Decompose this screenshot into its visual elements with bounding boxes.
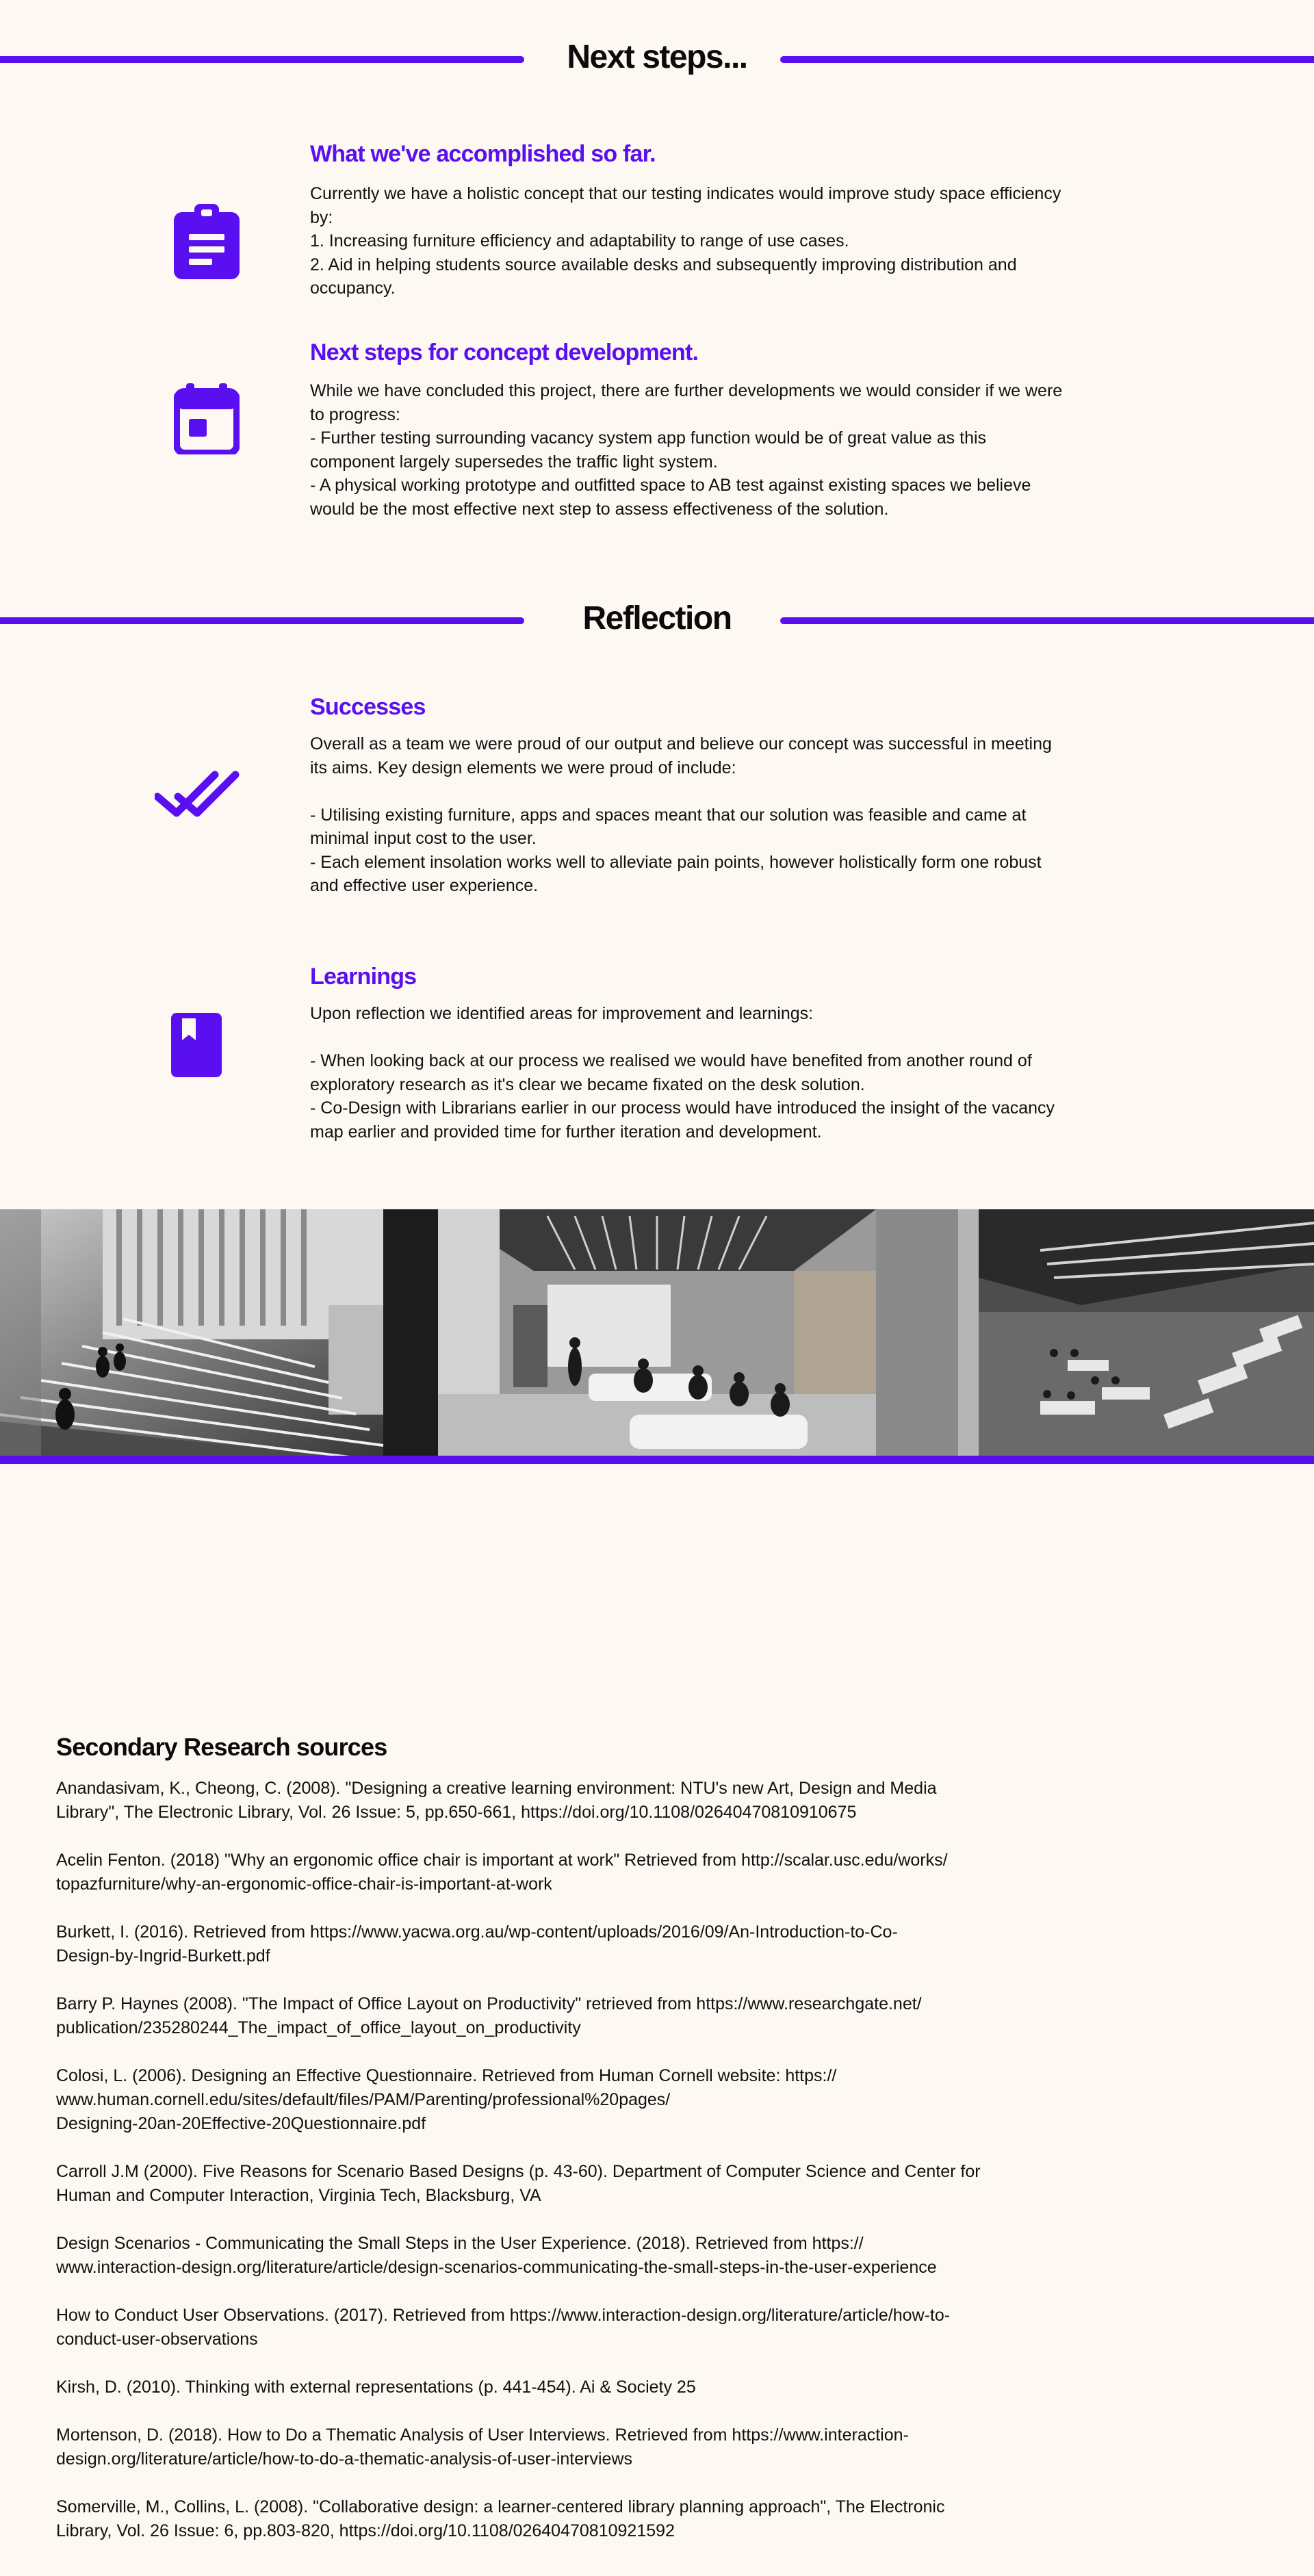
reference-line: topazfurniture/why-an-ergonomic-office-chair-is-important-at-work bbox=[56, 1875, 552, 1894]
section-title: Reflection bbox=[582, 600, 732, 636]
divider-line-left bbox=[0, 617, 524, 624]
reference-line: How to Conduct User Observations. (2017). Retrieved from https://www.interaction-design.org/literature/article/how-to- bbox=[56, 2306, 951, 2325]
reference-line: Human and Computer Interaction, Virginia Tech, Blacksburg, VA bbox=[56, 2186, 541, 2205]
reference-line: Barry P. Haynes (2008). "The Impact of Office Layout on Productivity" retrieved from https://www.researchgate.net/ bbox=[56, 1994, 922, 2013]
divider-line-right bbox=[780, 56, 1314, 63]
reference-line: Kirsh, D. (2010). Thinking with external representations (p. 441-454). Ai & Society 25 bbox=[56, 2378, 696, 2397]
reference-line: Designing-20an-20Effective-20Questionnaire.pdf bbox=[56, 2114, 426, 2133]
bookmark-book-icon bbox=[171, 1013, 222, 1077]
reference-line: Somerville, M., Collins, L. (2008). "Collaborative design: a learner-centered library planning approach", The Electronic bbox=[56, 2497, 945, 2516]
reference-item bbox=[56, 1849, 1069, 1896]
body-line: 2. Aid in helping students source available desks and subsequently improving distribution and bbox=[310, 255, 1017, 274]
body-line: its aims. Key design elements we were proud of include: bbox=[310, 758, 736, 777]
outdoor-steps-photo bbox=[0, 1209, 438, 1461]
body-line: - Utilising existing furniture, apps and spaces meant that our solution was feasible and came at bbox=[310, 805, 1027, 825]
reference-item bbox=[56, 2375, 1069, 2399]
reference-line: Library", The Electronic Library, Vol. 26 Issue: 5, pp.650-661, https://doi.org/10.1108/02640470810910675 bbox=[56, 1803, 857, 1822]
reference-line: Mortenson, D. (2018). How to Do a Thematic Analysis of User Interviews. Retrieved from https://www.interaction- bbox=[56, 2425, 909, 2445]
study-lounge-photo bbox=[438, 1209, 876, 1461]
next-steps-header bbox=[0, 31, 1314, 86]
body-line: 1. Increasing furniture efficiency and adaptability to range of use cases. bbox=[310, 231, 849, 250]
body-line: to progress: bbox=[310, 404, 401, 424]
reference-item bbox=[56, 2160, 1069, 2208]
body-line: Currently we have a holistic concept that our testing indicates would improve study space efficiency bbox=[310, 184, 1061, 203]
library-hall-photo bbox=[876, 1209, 1314, 1461]
reference-line: Carroll J.M (2000). Five Reasons for Scenario Based Designs (p. 43-60). Department of Computer Science and Center for bbox=[56, 2162, 981, 2181]
reference-line: Colosi, L. (2006). Designing an Effective Questionnaire. Retrieved from Human Cornell website: https:// bbox=[56, 2066, 837, 2085]
calendar-icon bbox=[174, 383, 240, 454]
body-line: Upon reflection we identified areas for improvement and learnings: bbox=[310, 1004, 814, 1023]
reference-item bbox=[56, 1777, 1069, 1825]
body-line: - Each element insolation works well to alleviate pain points, however holistically form one robust bbox=[310, 852, 1042, 872]
body-line: map earlier and provided time for further iteration and development. bbox=[310, 1122, 822, 1142]
learnings-title: Learnings bbox=[310, 964, 417, 990]
reference-item bbox=[56, 2232, 1069, 2280]
body-line: - A physical working prototype and outfitted space to AB test against existing spaces we believe bbox=[310, 476, 1031, 495]
concept-development-body bbox=[310, 379, 1111, 521]
body-line: would be the most effective next step to assess effectiveness of the solution. bbox=[310, 499, 889, 519]
reference-line: Anandasivam, K., Cheong, C. (2008). "Designing a creative learning environment: NTU's new Art, Design and Media bbox=[56, 1779, 937, 1798]
reference-item bbox=[56, 2064, 1069, 2136]
reference-item bbox=[56, 2304, 1069, 2352]
reference-item bbox=[56, 1992, 1069, 2040]
body-line: - When looking back at our process we realised we would have benefited from another round of bbox=[310, 1051, 1032, 1070]
body-line: by: bbox=[310, 207, 333, 227]
body-line: component largely supersedes the traffic light system. bbox=[310, 452, 718, 472]
reference-line: Acelin Fenton. (2018) "Why an ergonomic office chair is important at work" Retrieved from http://scalar.usc.edu/works/ bbox=[56, 1851, 948, 1870]
concept-development-title: Next steps for concept development. bbox=[310, 339, 699, 365]
reference-line: www.interaction-design.org/literature/article/design-scenarios-communicating-the-small-steps-in-the-user-experience bbox=[56, 2258, 937, 2277]
reference-item bbox=[56, 1920, 1069, 1968]
successes-body bbox=[310, 732, 1111, 898]
double-check-icon bbox=[155, 768, 240, 820]
clipboard-icon bbox=[174, 204, 240, 279]
divider-line-right bbox=[780, 617, 1314, 624]
reference-item bbox=[56, 2495, 1069, 2543]
body-line: - Further testing surrounding vacancy system app function would be of great value as this bbox=[310, 428, 987, 448]
body-line: - Co-Design with Librarians earlier in our process would have introduced the insight of the vacancy bbox=[310, 1098, 1055, 1118]
reference-line: publication/235280244_The_impact_of_office_layout_on_productivity bbox=[56, 2018, 581, 2037]
photo-strip bbox=[0, 1209, 1314, 1461]
body-line: exploratory research as it's clear we became fixated on the desk solution. bbox=[310, 1074, 865, 1094]
reference-line: www.human.cornell.edu/sites/default/files/PAM/Parenting/professional%20pages/ bbox=[56, 2090, 671, 2109]
body-line: and effective user experience. bbox=[310, 876, 539, 895]
divider-line-left bbox=[0, 56, 524, 63]
body-line: minimal input cost to the user. bbox=[310, 829, 537, 848]
body-line: Overall as a team we were proud of our output and believe our concept was successful in meeting bbox=[310, 734, 1052, 754]
references-list bbox=[56, 1777, 1069, 2567]
reference-line: Library, Vol. 26 Issue: 6, pp.803-820, https://doi.org/10.1108/02640470810921592 bbox=[56, 2521, 675, 2540]
accomplished-title: What we've accomplished so far. bbox=[310, 141, 656, 167]
accomplished-body bbox=[310, 182, 1111, 300]
photo-strip-accent-bar bbox=[0, 1456, 1314, 1464]
reference-line: design.org/literature/article/how-to-do-a-thematic-analysis-of-user-interviews bbox=[56, 2449, 632, 2469]
body-line: occupancy. bbox=[310, 279, 396, 298]
body-line: While we have concluded this project, there are further developments we would consider if we were bbox=[310, 381, 1063, 400]
successes-title: Successes bbox=[310, 694, 426, 720]
reflection-header bbox=[0, 593, 1314, 647]
reference-line: Burkett, I. (2016). Retrieved from https://www.yacwa.org.au/wp-content/uploads/2016/09/An-Introduction-to-Co- bbox=[56, 1922, 898, 1942]
section-title: Next steps... bbox=[567, 39, 747, 75]
reference-line: conduct-user-observations bbox=[56, 2330, 258, 2349]
references-title: Secondary Research sources bbox=[56, 1733, 387, 1761]
reference-line: Design-by-Ingrid-Burkett.pdf bbox=[56, 1946, 270, 1966]
body-line bbox=[310, 780, 1111, 803]
learnings-body bbox=[310, 1002, 1111, 1144]
reference-line: Design Scenarios - Communicating the Small Steps in the User Experience. (2018). Retrieved from https:// bbox=[56, 2234, 864, 2253]
body-line bbox=[310, 1026, 1111, 1050]
reference-item bbox=[56, 2423, 1069, 2471]
